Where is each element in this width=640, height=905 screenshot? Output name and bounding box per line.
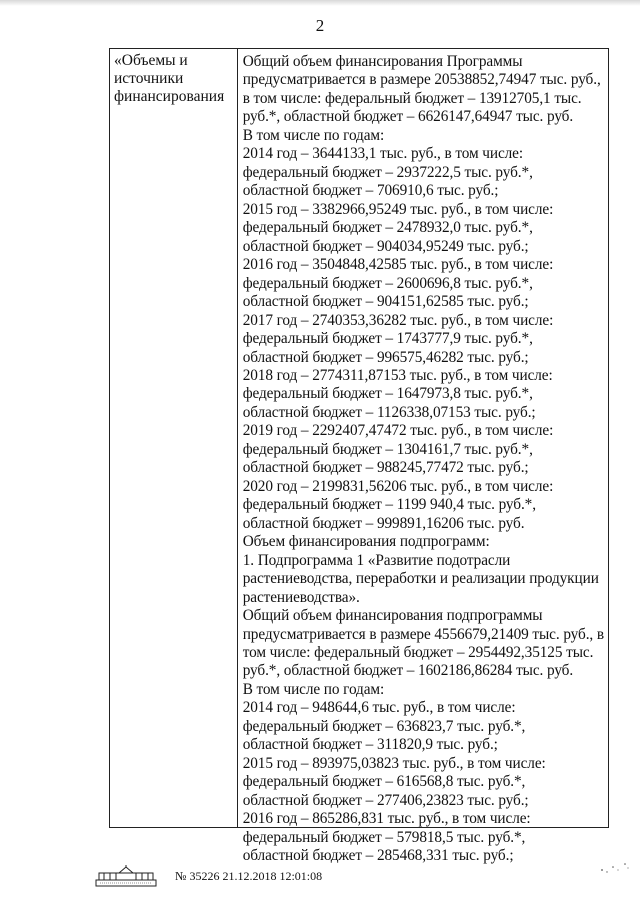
- financing-text-line: федеральный бюджет – 616568,8 тыс. руб.*,: [242, 773, 526, 791]
- financing-text-line: областной бюджет – 904151,62585 тыс. руб.;: [242, 293, 529, 311]
- financing-text-line: В том числе по годам:: [242, 126, 385, 144]
- financing-text-line: областной бюджет – 1126338,07153 тыс. руб.;: [242, 403, 536, 421]
- financing-text-line: 1. Подпрограмма 1 «Развитие подотрасли: [242, 551, 511, 569]
- financing-text-line: В том числе по годам:: [242, 680, 385, 698]
- row-label-cell: [110, 49, 238, 827]
- financing-text-line: Общий объем финансирования подпрограммы: [242, 607, 543, 625]
- financing-text-line: федеральный бюджет – 1647973,8 тыс. руб.*,: [242, 385, 533, 403]
- financing-text-line: 2019 год – 2292407,47472 тыс. руб., в том числе:: [242, 422, 554, 440]
- financing-text-line: областной бюджет – 277406,23823 тыс. руб.;: [242, 791, 529, 809]
- financing-text-line: Общий объем финансирования Программы: [242, 53, 523, 70]
- financing-text-line: растениеводства, переработки и реализации продукции: [242, 570, 599, 588]
- document-footer: [95, 864, 322, 888]
- financing-text-line: 2016 год – 3504848,42585 тыс. руб., в том числе:: [242, 256, 554, 274]
- financing-text-line: федеральный бюджет – 1743777,9 тыс. руб.*,: [242, 330, 533, 348]
- financing-text-line: областной бюджет – 988245,77472 тыс. руб.;: [242, 459, 529, 477]
- financing-text-line: руб.*, областной бюджет – 6626147,64947 тыс. руб.: [242, 108, 574, 126]
- financing-text-line: 2015 год – 3382966,95249 тыс. руб., в том числе:: [242, 200, 554, 218]
- financing-text-line: федеральный бюджет – 2937222,5 тыс. руб.*,: [242, 163, 533, 181]
- financing-text-line: в том числе: федеральный бюджет – 13912705,1 тыс.: [242, 89, 582, 107]
- financing-text-line: 2014 год – 948644,6 тыс. руб., в том числе:: [242, 699, 516, 717]
- row-label-line: источники: [114, 70, 184, 87]
- financing-text-line: Объем финансирования подпрограмм:: [242, 533, 490, 551]
- financing-text-line: растениеводства».: [242, 588, 360, 606]
- financing-text-line: 2017 год – 2740353,36282 тыс. руб., в том числе:: [242, 311, 554, 329]
- financing-text-line: федеральный бюджет – 2600696,8 тыс. руб.*,: [242, 274, 533, 292]
- financing-text-line: 2014 год – 3644133,1 тыс. руб., в том числе:: [242, 145, 524, 163]
- financing-text-line: предусматривается в размере 20538852,74947 тыс. руб.,: [242, 71, 601, 89]
- financing-text-line: федеральный бюджет – 2478932,0 тыс. руб.*,: [242, 219, 533, 237]
- row-label-line: финансирования: [114, 88, 225, 105]
- financing-text-line: областной бюджет – 285468,331 тыс. руб.;: [242, 847, 514, 865]
- financing-text-line: областной бюджет – 999891,16206 тыс. руб.: [242, 514, 525, 532]
- financing-text-line: 2020 год – 2199831,56206 тыс. руб., в том числе:: [242, 477, 554, 495]
- financing-text-line: 2015 год – 893975,03823 тыс. руб., в том числе:: [242, 754, 546, 772]
- financing-text-line: федеральный бюджет – 579818,5 тыс. руб.*,: [242, 828, 526, 846]
- row-content-cell: [238, 49, 608, 865]
- financing-text-line: областной бюджет – 904034,95249 тыс. руб.;: [242, 237, 529, 255]
- financing-text-line: областной бюджет – 996575,46282 тыс. руб.;: [242, 348, 529, 366]
- scan-speck-marks: [598, 858, 632, 878]
- financing-table: [109, 48, 609, 865]
- financing-text-line: том числе: федеральный бюджет – 2954492,35125 тыс.: [242, 644, 594, 661]
- financing-text-line: предусматривается в размере 4556679,21409 тыс. руб., в: [242, 625, 604, 643]
- scan-edge-shadow: [0, 0, 640, 6]
- financing-text-line: федеральный бюджет – 1304161,7 тыс. руб.*,: [242, 440, 533, 458]
- financing-text-line: федеральный бюджет – 1199 940,4 тыс. руб.*,: [242, 496, 536, 514]
- financing-text-line: областной бюджет – 311820,9 тыс. руб.;: [242, 736, 498, 754]
- financing-text-line: областной бюджет – 706910,6 тыс. руб.;: [242, 182, 499, 200]
- financing-text-line: 2018 год – 2774311,87153 тыс. руб., в том числе:: [242, 366, 553, 384]
- financing-text-line: руб.*, областной бюджет – 1602186,86284 тыс. руб.: [242, 662, 574, 680]
- financing-text-line: 2016 год – 865286,831 тыс. руб., в том числе:: [242, 810, 531, 828]
- page-number: 2: [315, 16, 325, 35]
- financing-text-line: федеральный бюджет – 636823,7 тыс. руб.*,: [242, 717, 526, 735]
- registry-building-stamp-icon: [95, 865, 157, 887]
- row-label-line: «Объемы и: [114, 52, 188, 69]
- registration-stamp-text: № 35226 21.12.2018 12:01:08: [175, 868, 323, 883]
